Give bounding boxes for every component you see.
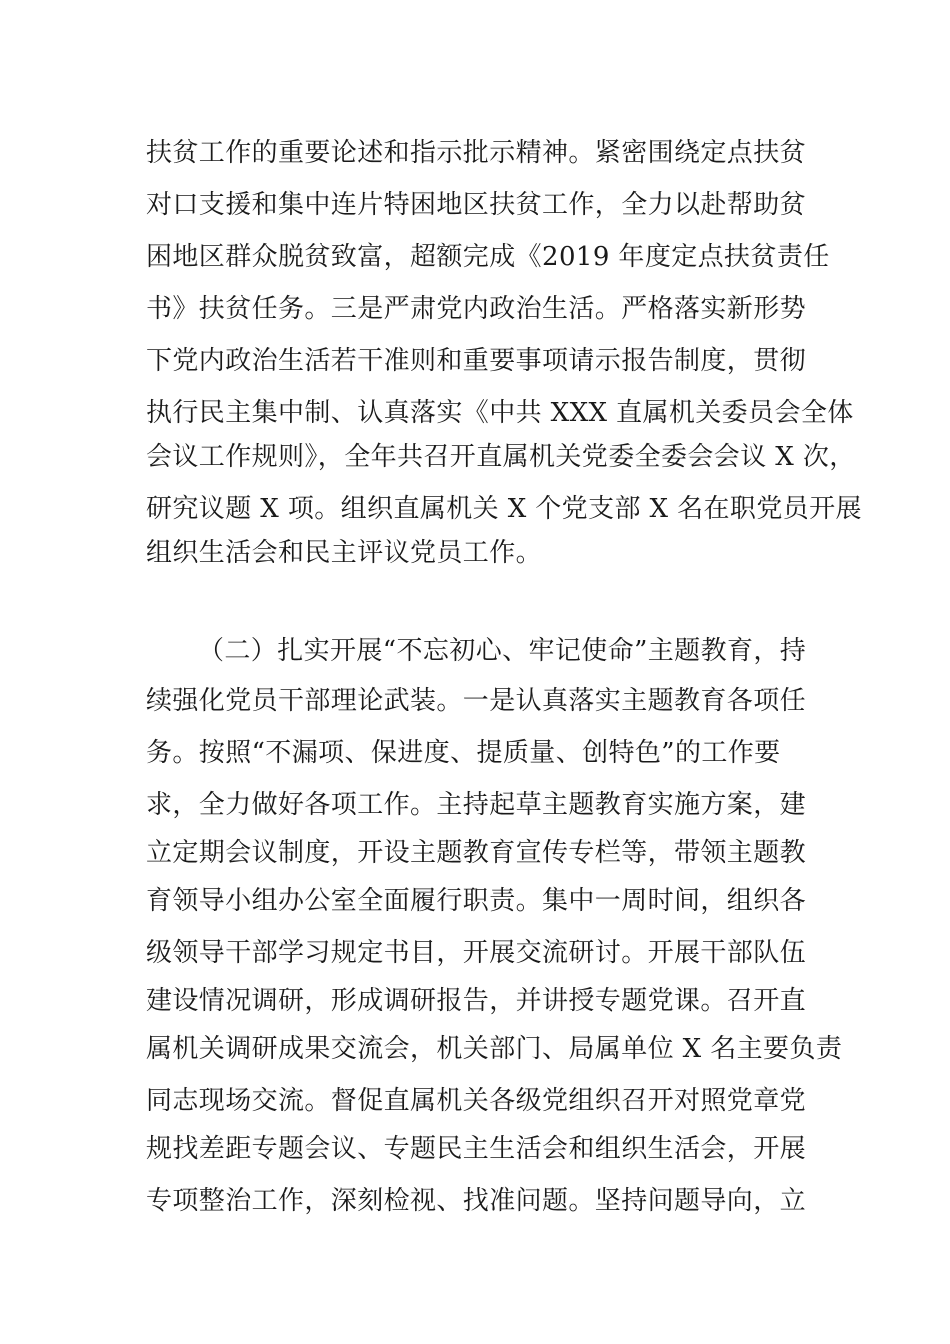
text-line: 求，全力做好各项工作。主持起草主题教育实施方案，建	[146, 790, 807, 820]
text-line: 扶贫工作的重要论述和指示批示精神。紧密围绕定点扶贫	[146, 138, 807, 168]
text-line: 属机关调研成果交流会，机关部门、局属单位 X 名主要负责	[146, 1034, 843, 1064]
text-line: 书》扶贫任务。三是严肃党内政治生活。严格落实新形势	[146, 294, 807, 324]
text-line: 立定期会议制度，开设主题教育宣传专栏等，带领主题教	[146, 838, 807, 868]
text-line: （二）扎实开展“不忘初心、牢记使命”主题教育，持	[198, 636, 807, 666]
text-line: 研究议题 X 项。组织直属机关 X 个党支部 X 名在职党员开展	[146, 494, 862, 524]
text-line: 组织生活会和民主评议党员工作。	[146, 538, 543, 568]
text-line: 规找差距专题会议、专题民主生活会和组织生活会，开展	[146, 1134, 807, 1164]
text-line: 级领导干部学习规定书目，开展交流研讨。开展干部队伍	[146, 938, 807, 968]
text-line: 执行民主集中制、认真落实《中共 XXX 直属机关委员会全体	[146, 398, 854, 428]
text-line: 同志现场交流。督促直属机关各级党组织召开对照党章党	[146, 1086, 807, 1116]
text-line: 续强化党员干部理论武装。一是认真落实主题教育各项任	[146, 686, 807, 716]
text-line: 专项整治工作，深刻检视、找准问题。坚持问题导向，立	[146, 1186, 807, 1216]
text-line: 下党内政治生活若干准则和重要事项请示报告制度，贯彻	[146, 346, 807, 376]
text-line: 困地区群众脱贫致富，超额完成《2019 年度定点扶贫责任	[146, 242, 830, 272]
text-line: 会议工作规则》，全年共召开直属机关党委全委会会议 X 次，	[146, 442, 856, 472]
text-line: 对口支援和集中连片特困地区扶贫工作，全力以赴帮助贫	[146, 190, 807, 220]
text-line: 育领导小组办公室全面履行职责。集中一周时间，组织各	[146, 886, 807, 916]
text-line: 务。按照“不漏项、保进度、提质量、创特色”的工作要	[146, 738, 781, 768]
text-line: 建设情况调研，形成调研报告，并讲授专题党课。召开直	[146, 986, 807, 1016]
